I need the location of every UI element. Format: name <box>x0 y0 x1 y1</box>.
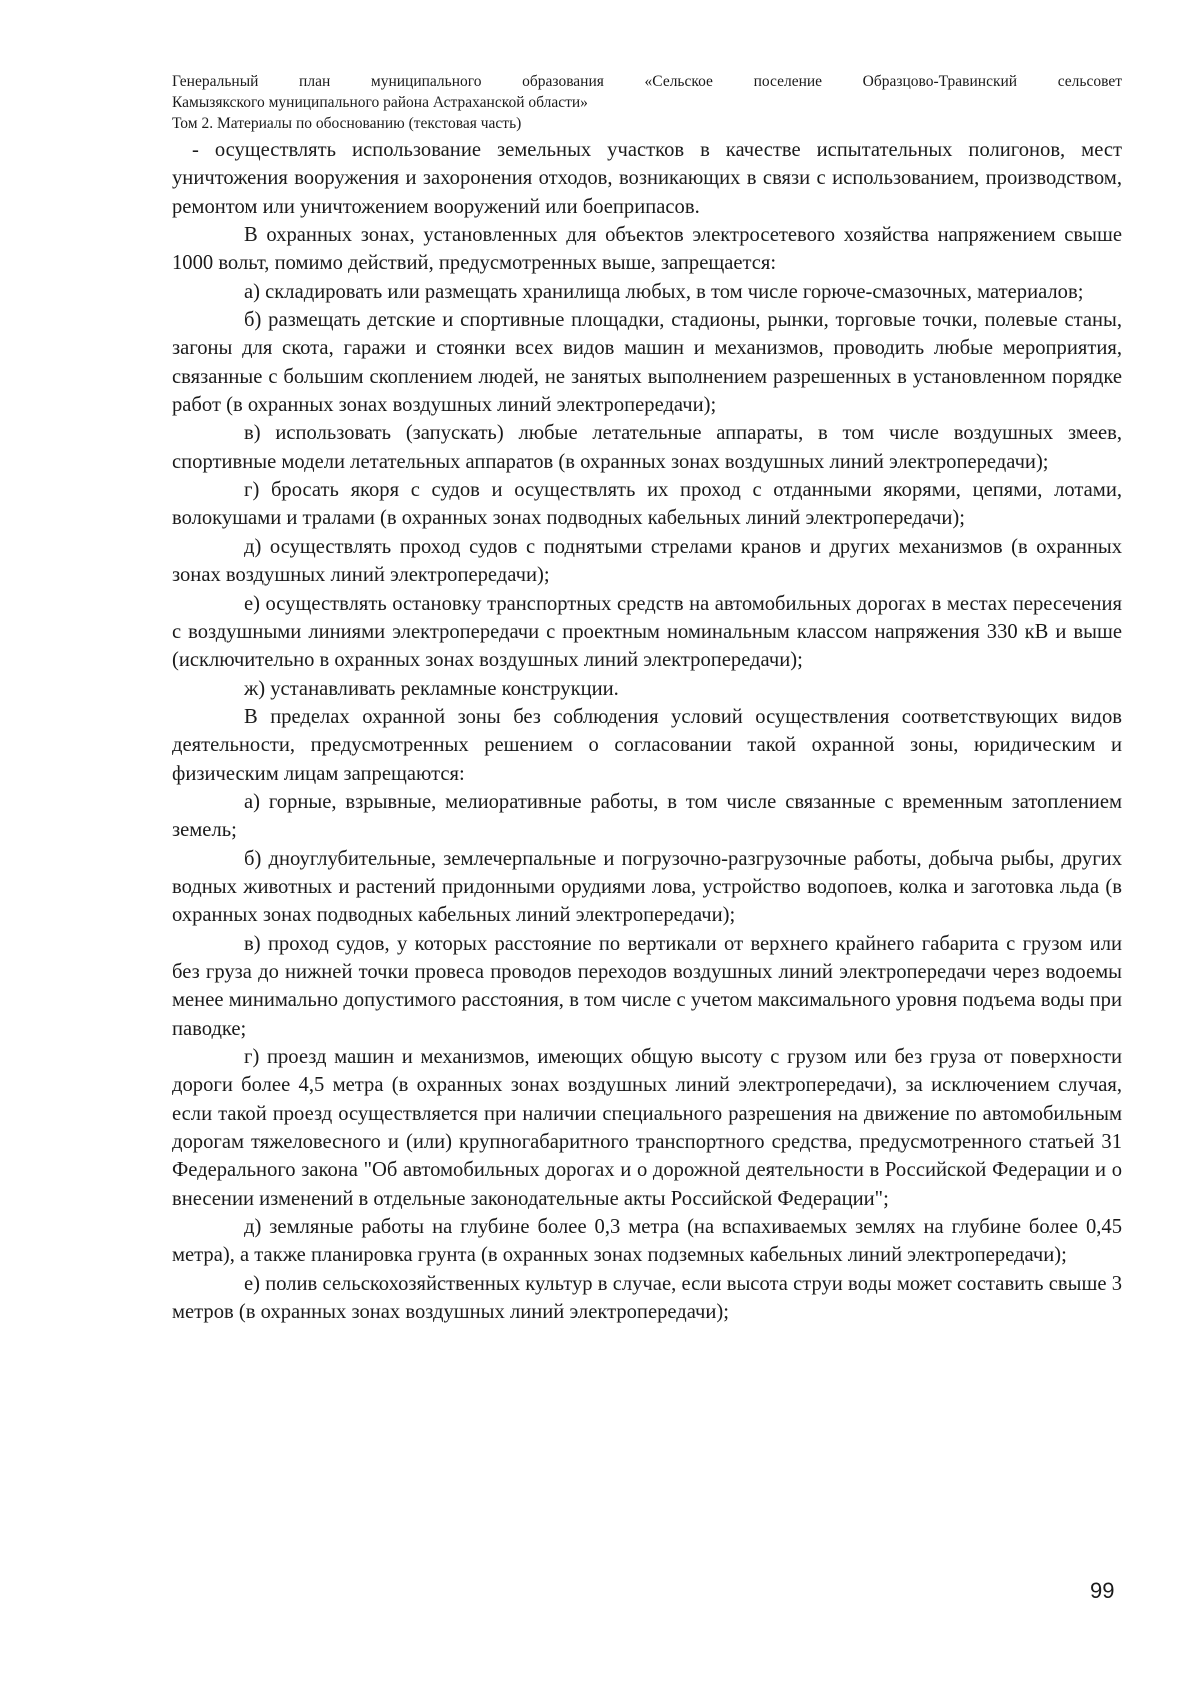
list-item-v-aircraft: в) использовать (запускать) любые летательные аппараты, в том числе воздушных змеев, спортивные модели летательных аппаратов (в охранных зонах воздушных линий электропередачи); <box>172 422 1122 473</box>
list-item-d-cranes: д) осуществлять проход судов с поднятыми стрелами кранов и других механизмов (в охранных зонах воздушных линий электропередачи); <box>172 535 1122 587</box>
paragraph-high-voltage-zones: В охранных зонах, установленных для объектов электросетевого хозяйства напряжением свыше 1000 вольт, помимо действий, предусмотренных выше, запрещается: <box>172 224 1122 275</box>
header-volume-line: Том 2. Материалы по обоснованию (текстовая часть) <box>172 115 522 132</box>
list-item-g-anchors: г) бросать якоря с судов и осуществлять их проход с отданными якорями, цепями, лотами, волокушами и тралами (в охранных зонах подводных кабельных линий электропередачи); <box>172 479 1122 530</box>
list-item-e-vehicle-stops: е) осуществлять остановку транспортных средств на автомобильных дорогах в местах пересечения с воздушными линиями электропередачи с проектным номинальным классом напряжения 330 кВ и выше (исключительно в охранных зонах воздушных линий электропередачи); <box>172 592 1122 672</box>
list-item-a-mining: а) горные, взрывные, мелиоративные работы, в том числе связанные с временным затоплением земель; <box>172 790 1122 842</box>
paragraph-prohibited-uses: - осуществлять использование земельных участков в качестве испытательных полигонов, мест уничтожения вооружения и захоронения отходов, возникающих в связи с использованием, производством, ремонтом или уничтожением вооружений или боеприпасов. <box>172 139 1122 218</box>
list-item-g-vehicle-height: г) проезд машин и механизмов, имеющих общую высоту с грузом или без груза от поверхности дороги более 4,5 метра (в охранных зонах воздушных линий электропередачи), за исключением случая, если такой проезд осуществляется при наличии специального разрешения на движение по автомобильным дорогам тяжеловесного и (или) крупногабаритного транспортного средства, предусмотренного статьей 31 Федерального закона "Об автомобильных дорогах и о дорожной деятельности в Российской Федерации и о внесении изменений в отдельные законодательные акты Российской Федерации"; <box>172 1046 1122 1210</box>
body-text <box>172 136 1122 1326</box>
list-item-e-irrigation: е) полив сельскохозяйственных культур в случае, если высота струи воды может составить свыше 3 метров (в охранных зонах воздушных линий электропередачи); <box>172 1272 1122 1324</box>
running-header <box>172 71 1122 134</box>
header-title-line-1: Генеральный план муниципального образования «Сельское поселение Образцово-Травинский сельсовет <box>172 73 1122 90</box>
list-item-b-playgrounds: б) размещать детские и спортивные площадки, стадионы, рынки, торговые точки, полевые станы, загоны для скота, гаражи и стоянки всех видов машин и механизмов, проводить любые мероприятия, связанные с большим скоплением людей, не занятых выполнением разрешенных в установленном порядке работ (в охранных зонах воздушных линий электропередачи); <box>172 309 1122 417</box>
list-item-b-dredging: б) дноуглубительные, землечерпальные и погрузочно-разгрузочные работы, добыча рыбы, других водных животных и растений придонными орудиями лова, устройство водопоев, колка и заготовка льда (в охранных зонах подводных кабельных линий электропередачи); <box>172 847 1122 927</box>
page-number: 99 <box>1090 1578 1115 1603</box>
paragraph-protected-zone-restrictions: В пределах охранной зоны без соблюдения условий осуществления соответствующих видов деятельности, предусмотренных решением о согласовании такой охранной зоны, юридическим и физическим лицам запрещаются: <box>172 705 1122 785</box>
list-item-d-earthworks: д) земляные работы на глубине более 0,3 метра (на вспахиваемых землях на глубине более 0,45 метра), а также планировка грунта (в охранных зонах подземных кабельных линий электропередачи); <box>172 1216 1122 1267</box>
list-item-a-storage: а) складировать или размещать хранилища любых, в том числе горюче-смазочных, материалов; <box>244 280 1084 303</box>
list-item-v-ship-passage: в) проход судов, у которых расстояние по вертикали от верхнего крайнего габарита с грузом или без груза до нижней точки провеса проводов переходов воздушных линий электропередачи через водоемы менее минимально допустимого расстояния, в том числе с учетом максимального уровня подъема воды при паводке; <box>172 932 1122 1040</box>
header-title-line-2: Камызякского муниципального района Астраханской области» <box>172 94 588 111</box>
list-item-zh-advertising: ж) устанавливать рекламные конструкции. <box>244 677 619 700</box>
